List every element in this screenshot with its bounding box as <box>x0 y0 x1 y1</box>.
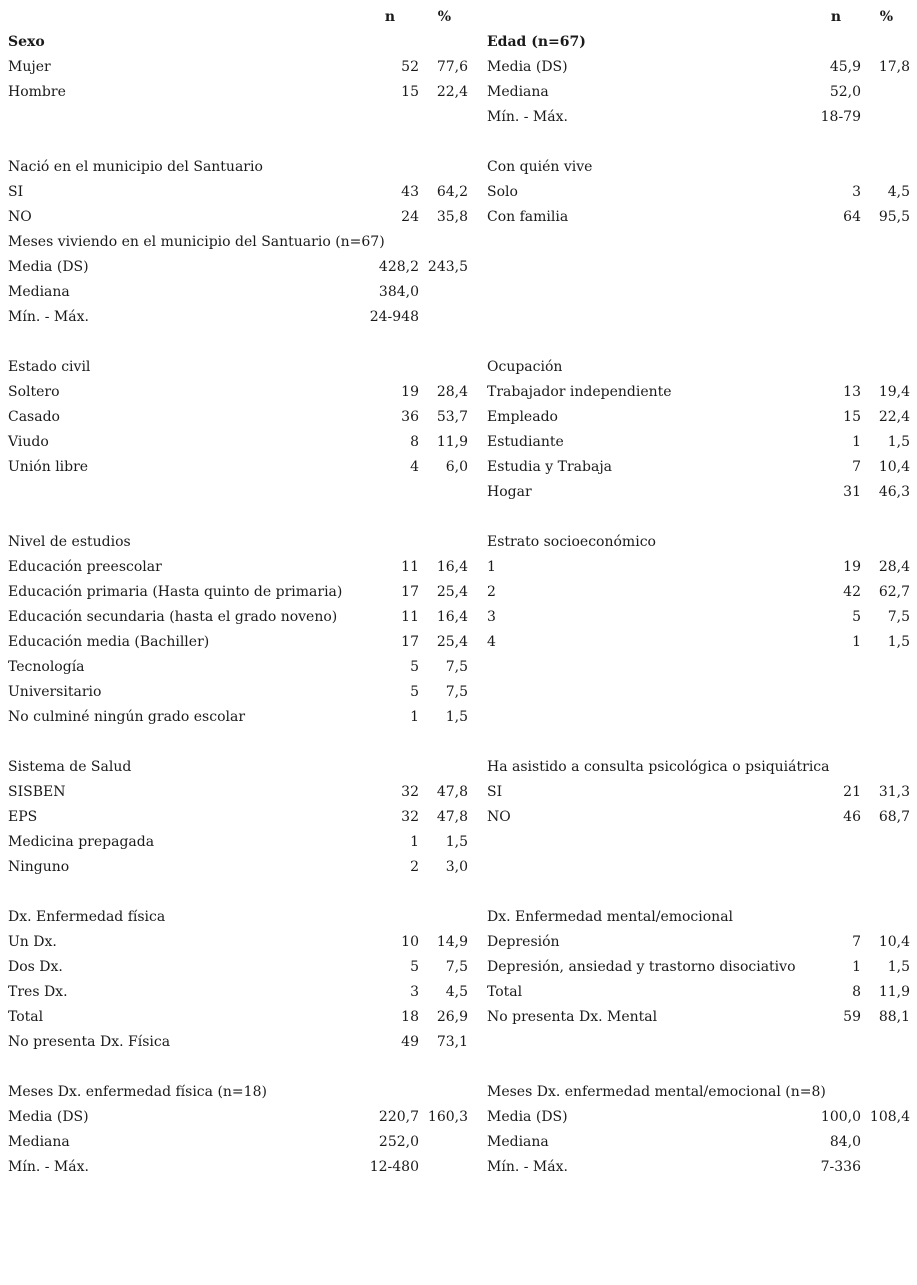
row-count: 17 <box>401 584 419 600</box>
row-percent: 77,6 <box>436 59 468 75</box>
section-title: Estrato socioeconómico <box>487 534 656 550</box>
row-percent: 46,3 <box>878 484 910 500</box>
table-row <box>8 180 468 205</box>
row-label: Tres Dx. <box>8 984 68 1000</box>
section-title-row <box>8 1080 468 1105</box>
table-row <box>8 405 468 430</box>
row-label: Casado <box>8 409 60 425</box>
row-count: 1 <box>852 959 861 975</box>
spacer-row <box>8 880 468 905</box>
row-percent: 3,0 <box>445 859 468 875</box>
row-percent: 1,5 <box>887 959 910 975</box>
table-row <box>487 1105 911 1130</box>
table-row <box>487 380 911 405</box>
row-percent: 28,4 <box>878 559 910 575</box>
row-label: EPS <box>8 809 38 825</box>
row-percent: 7,5 <box>887 609 910 625</box>
table-row <box>487 405 911 430</box>
row-count: 428,2 <box>378 259 419 275</box>
row-count: 220,7 <box>378 1109 419 1125</box>
row-count: 32 <box>401 809 419 825</box>
row-label: Solo <box>487 184 518 200</box>
row-label: Medicina prepagada <box>8 834 155 850</box>
section-title: Estado civil <box>8 359 91 375</box>
section-title-row <box>8 155 468 180</box>
column-header-n: n <box>830 9 841 25</box>
table-row <box>8 1155 468 1180</box>
row-count: 31 <box>843 484 861 500</box>
spacer-row <box>8 730 468 755</box>
row-label: Dos Dx. <box>8 959 63 975</box>
row-label: Mín. - Máx. <box>8 309 89 325</box>
table-row <box>8 55 468 80</box>
row-count: 5 <box>410 959 419 975</box>
spacer-row <box>487 655 911 680</box>
row-count: 7-336 <box>820 1159 861 1175</box>
row-label: Mediana <box>487 1134 549 1150</box>
row-percent: 47,8 <box>436 784 468 800</box>
row-count: 3 <box>410 984 419 1000</box>
row-count: 15 <box>401 84 419 100</box>
row-label: Un Dx. <box>8 934 57 950</box>
row-percent: 19,4 <box>878 384 910 400</box>
row-label: Universitario <box>8 684 102 700</box>
row-label: Media (DS) <box>8 259 89 275</box>
table-row <box>8 955 468 980</box>
section-title: Sistema de Salud <box>8 759 132 775</box>
table-row <box>8 655 468 680</box>
section-title-row <box>487 530 911 555</box>
row-percent: 6,0 <box>445 459 468 475</box>
spacer-row <box>8 480 468 505</box>
row-label: SI <box>487 784 503 800</box>
row-percent: 62,7 <box>878 584 910 600</box>
row-percent: 10,4 <box>878 934 910 950</box>
row-count: 5 <box>852 609 861 625</box>
row-label: Depresión, ansiedad y trastorno disociativo <box>487 959 796 975</box>
table-row <box>8 1030 468 1055</box>
table-row <box>8 830 468 855</box>
row-count: 12-480 <box>369 1159 419 1175</box>
row-label: No presenta Dx. Mental <box>487 1009 658 1025</box>
table-row <box>8 605 468 630</box>
row-count: 4 <box>410 459 419 475</box>
right-table <box>487 5 911 1180</box>
table-row <box>487 980 911 1005</box>
column-header-row <box>8 5 468 30</box>
row-percent: 11,9 <box>878 984 910 1000</box>
row-count: 8 <box>852 984 861 1000</box>
row-label: Con familia <box>487 209 569 225</box>
row-label: Mediana <box>8 1134 70 1150</box>
section-title: Dx. Enfermedad física <box>8 909 166 925</box>
row-percent: 4,5 <box>887 184 910 200</box>
spacer-row <box>487 730 911 755</box>
column-header-n: n <box>384 9 395 25</box>
spacer-row <box>487 505 911 530</box>
row-percent: 4,5 <box>445 984 468 1000</box>
row-count: 49 <box>401 1034 419 1050</box>
row-count: 384,0 <box>378 284 419 300</box>
row-count: 15 <box>843 409 861 425</box>
row-percent: 17,8 <box>878 59 910 75</box>
row-count: 2 <box>410 859 419 875</box>
section-title-row <box>8 530 468 555</box>
table-row <box>8 780 468 805</box>
table-row <box>487 180 911 205</box>
row-count: 5 <box>410 684 419 700</box>
row-count: 52 <box>401 59 419 75</box>
section-title-row <box>487 30 911 55</box>
column-header-percent: % <box>879 9 893 25</box>
table-row <box>487 205 911 230</box>
row-count: 19 <box>843 559 861 575</box>
row-percent: 1,5 <box>445 709 468 725</box>
table-row <box>487 580 911 605</box>
row-percent: 16,4 <box>436 609 468 625</box>
section-title-row <box>8 905 468 930</box>
row-percent: 1,5 <box>887 434 910 450</box>
row-percent: 16,4 <box>436 559 468 575</box>
row-percent: 35,8 <box>436 209 468 225</box>
spacer-row <box>8 330 468 355</box>
section-title: Sexo <box>8 34 45 50</box>
table-row <box>8 930 468 955</box>
section-title: Meses Dx. enfermedad física (n=18) <box>8 1084 267 1100</box>
spacer-row <box>487 830 911 855</box>
column-header-percent: % <box>437 9 451 25</box>
spacer-row <box>487 855 911 880</box>
table-row <box>487 955 911 980</box>
row-count: 59 <box>843 1009 861 1025</box>
section-title-row <box>487 905 911 930</box>
row-count: 1 <box>852 434 861 450</box>
spacer-row <box>487 680 911 705</box>
table-row <box>8 680 468 705</box>
row-label: Trabajador independiente <box>487 384 672 400</box>
row-label: Mediana <box>8 284 70 300</box>
row-percent: 10,4 <box>878 459 910 475</box>
row-count: 7 <box>852 934 861 950</box>
row-count: 10 <box>401 934 419 950</box>
section-title: Edad (n=67) <box>487 34 586 50</box>
row-percent: 14,9 <box>436 934 468 950</box>
row-percent: 22,4 <box>436 84 468 100</box>
section-title-row <box>8 355 468 380</box>
left-table <box>8 5 468 1180</box>
row-label: Unión libre <box>8 459 89 475</box>
spacer-row <box>487 130 911 155</box>
table-row <box>487 1005 911 1030</box>
table-row <box>487 780 911 805</box>
row-count: 42 <box>843 584 861 600</box>
row-count: 46 <box>843 809 861 825</box>
row-label: Educación preescolar <box>8 559 162 575</box>
table-row <box>8 980 468 1005</box>
row-percent: 1,5 <box>887 634 910 650</box>
table-row <box>8 455 468 480</box>
spacer-row <box>8 130 468 155</box>
table-row <box>487 805 911 830</box>
row-percent: 47,8 <box>436 809 468 825</box>
row-count: 64 <box>843 209 861 225</box>
section-title-row <box>487 755 911 780</box>
row-count: 45,9 <box>829 59 861 75</box>
table-row <box>487 80 911 105</box>
table-row <box>487 555 911 580</box>
row-label: Mín. - Máx. <box>487 109 568 125</box>
row-label: 1 <box>487 559 496 575</box>
spacer-row <box>8 505 468 530</box>
row-count: 21 <box>843 784 861 800</box>
table-row <box>487 1130 911 1155</box>
spacer-row <box>487 280 911 305</box>
section-title-row <box>487 1080 911 1105</box>
row-count: 18 <box>401 1009 419 1025</box>
row-count: 8 <box>410 434 419 450</box>
row-count: 5 <box>410 659 419 675</box>
row-label: Viudo <box>8 434 49 450</box>
table-row <box>8 380 468 405</box>
row-count: 19 <box>401 384 419 400</box>
row-percent: 22,4 <box>878 409 910 425</box>
row-label: Educación media (Bachiller) <box>8 634 210 650</box>
section-title: Dx. Enfermedad mental/emocional <box>487 909 734 925</box>
row-count: 11 <box>401 609 419 625</box>
section-title-row <box>8 30 468 55</box>
table-row <box>8 580 468 605</box>
row-label: Total <box>8 1009 44 1025</box>
table-row <box>487 430 911 455</box>
row-count: 11 <box>401 559 419 575</box>
row-percent: 26,9 <box>436 1009 468 1025</box>
row-label: SI <box>8 184 24 200</box>
row-percent: 7,5 <box>445 684 468 700</box>
table-row <box>487 55 911 80</box>
row-label: Media (DS) <box>487 1109 568 1125</box>
section-title: Ha asistido a consulta psicológica o psiquiátrica <box>487 759 830 775</box>
row-count: 3 <box>852 184 861 200</box>
row-count: 252,0 <box>378 1134 419 1150</box>
table-row <box>8 205 468 230</box>
table-row <box>487 1155 911 1180</box>
row-label: NO <box>8 209 32 225</box>
table-row <box>487 105 911 130</box>
row-label: Total <box>487 984 523 1000</box>
section-title: Meses viviendo en el municipio del Santuario (n=67) <box>8 234 385 250</box>
table-row <box>8 805 468 830</box>
section-title-row <box>8 230 468 255</box>
table-row <box>487 630 911 655</box>
row-percent: 11,9 <box>436 434 468 450</box>
row-percent: 25,4 <box>436 584 468 600</box>
table-row <box>8 280 468 305</box>
table-row <box>8 1005 468 1030</box>
row-label: Hogar <box>487 484 532 500</box>
row-count: 24 <box>401 209 419 225</box>
row-percent: 25,4 <box>436 634 468 650</box>
section-title-row <box>487 355 911 380</box>
row-count: 36 <box>401 409 419 425</box>
row-label: Estudiante <box>487 434 564 450</box>
section-title-row <box>487 155 911 180</box>
table-row <box>8 855 468 880</box>
row-count: 84,0 <box>829 1134 861 1150</box>
row-percent: 243,5 <box>427 259 468 275</box>
row-count: 24-948 <box>369 309 419 325</box>
row-label: Empleado <box>487 409 558 425</box>
row-label: No presenta Dx. Física <box>8 1034 171 1050</box>
spacer-row <box>487 880 911 905</box>
table-row <box>8 305 468 330</box>
row-count: 17 <box>401 634 419 650</box>
section-title-row <box>8 755 468 780</box>
spacer-row <box>487 705 911 730</box>
table-row <box>487 455 911 480</box>
row-percent: 31,3 <box>878 784 910 800</box>
row-percent: 7,5 <box>445 959 468 975</box>
row-label: Educación secundaria (hasta el grado noveno) <box>8 609 338 625</box>
spacer-row <box>487 1055 911 1080</box>
table-row <box>487 605 911 630</box>
row-label: 4 <box>487 634 496 650</box>
table-row <box>8 555 468 580</box>
table-row <box>8 430 468 455</box>
spacer-row <box>487 230 911 255</box>
row-label: 2 <box>487 584 496 600</box>
row-label: 3 <box>487 609 496 625</box>
table-row <box>8 1130 468 1155</box>
row-percent: 88,1 <box>878 1009 910 1025</box>
spacer-row <box>487 255 911 280</box>
table-row <box>8 705 468 730</box>
row-count: 100,0 <box>820 1109 861 1125</box>
row-label: No culminé ningún grado escolar <box>8 709 246 725</box>
row-percent: 7,5 <box>445 659 468 675</box>
section-title: Ocupación <box>487 359 563 375</box>
row-label: Mín. - Máx. <box>487 1159 568 1175</box>
spacer-row <box>8 1055 468 1080</box>
row-label: Tecnología <box>8 659 85 675</box>
row-percent: 73,1 <box>436 1034 468 1050</box>
row-count: 1 <box>852 634 861 650</box>
row-percent: 108,4 <box>869 1109 910 1125</box>
row-count: 18-79 <box>820 109 861 125</box>
table-row <box>8 1105 468 1130</box>
table-row <box>487 480 911 505</box>
row-label: Mín. - Máx. <box>8 1159 89 1175</box>
row-label: Mediana <box>487 84 549 100</box>
row-percent: 1,5 <box>445 834 468 850</box>
row-count: 1 <box>410 834 419 850</box>
row-label: Depresión <box>487 934 560 950</box>
section-title: Nivel de estudios <box>8 534 131 550</box>
row-label: Mujer <box>8 59 51 75</box>
table-row <box>487 930 911 955</box>
table-row <box>8 630 468 655</box>
row-label: NO <box>487 809 511 825</box>
row-label: Soltero <box>8 384 60 400</box>
row-count: 13 <box>843 384 861 400</box>
row-label: Media (DS) <box>487 59 568 75</box>
row-label: Ninguno <box>8 859 70 875</box>
spacer-row <box>487 330 911 355</box>
row-count: 32 <box>401 784 419 800</box>
row-label: Educación primaria (Hasta quinto de primaria) <box>8 584 343 600</box>
section-title: Nació en el municipio del Santuario <box>8 159 263 175</box>
row-label: Estudia y Trabaja <box>487 459 613 475</box>
row-count: 1 <box>410 709 419 725</box>
section-title: Con quién vive <box>487 159 593 175</box>
row-percent: 53,7 <box>436 409 468 425</box>
spacer-row <box>487 305 911 330</box>
row-count: 52,0 <box>829 84 861 100</box>
row-label: Hombre <box>8 84 66 100</box>
row-percent: 95,5 <box>878 209 910 225</box>
row-percent: 28,4 <box>436 384 468 400</box>
row-percent: 160,3 <box>427 1109 468 1125</box>
section-title: Meses Dx. enfermedad mental/emocional (n=8) <box>487 1084 826 1100</box>
row-count: 7 <box>852 459 861 475</box>
row-label: SISBEN <box>8 784 66 800</box>
spacer-row <box>8 105 468 130</box>
column-header-row <box>487 5 911 30</box>
row-count: 43 <box>401 184 419 200</box>
table-row <box>8 80 468 105</box>
row-label: Media (DS) <box>8 1109 89 1125</box>
row-percent: 64,2 <box>436 184 468 200</box>
row-percent: 68,7 <box>878 809 910 825</box>
table-row <box>8 255 468 280</box>
spacer-row <box>487 1030 911 1055</box>
